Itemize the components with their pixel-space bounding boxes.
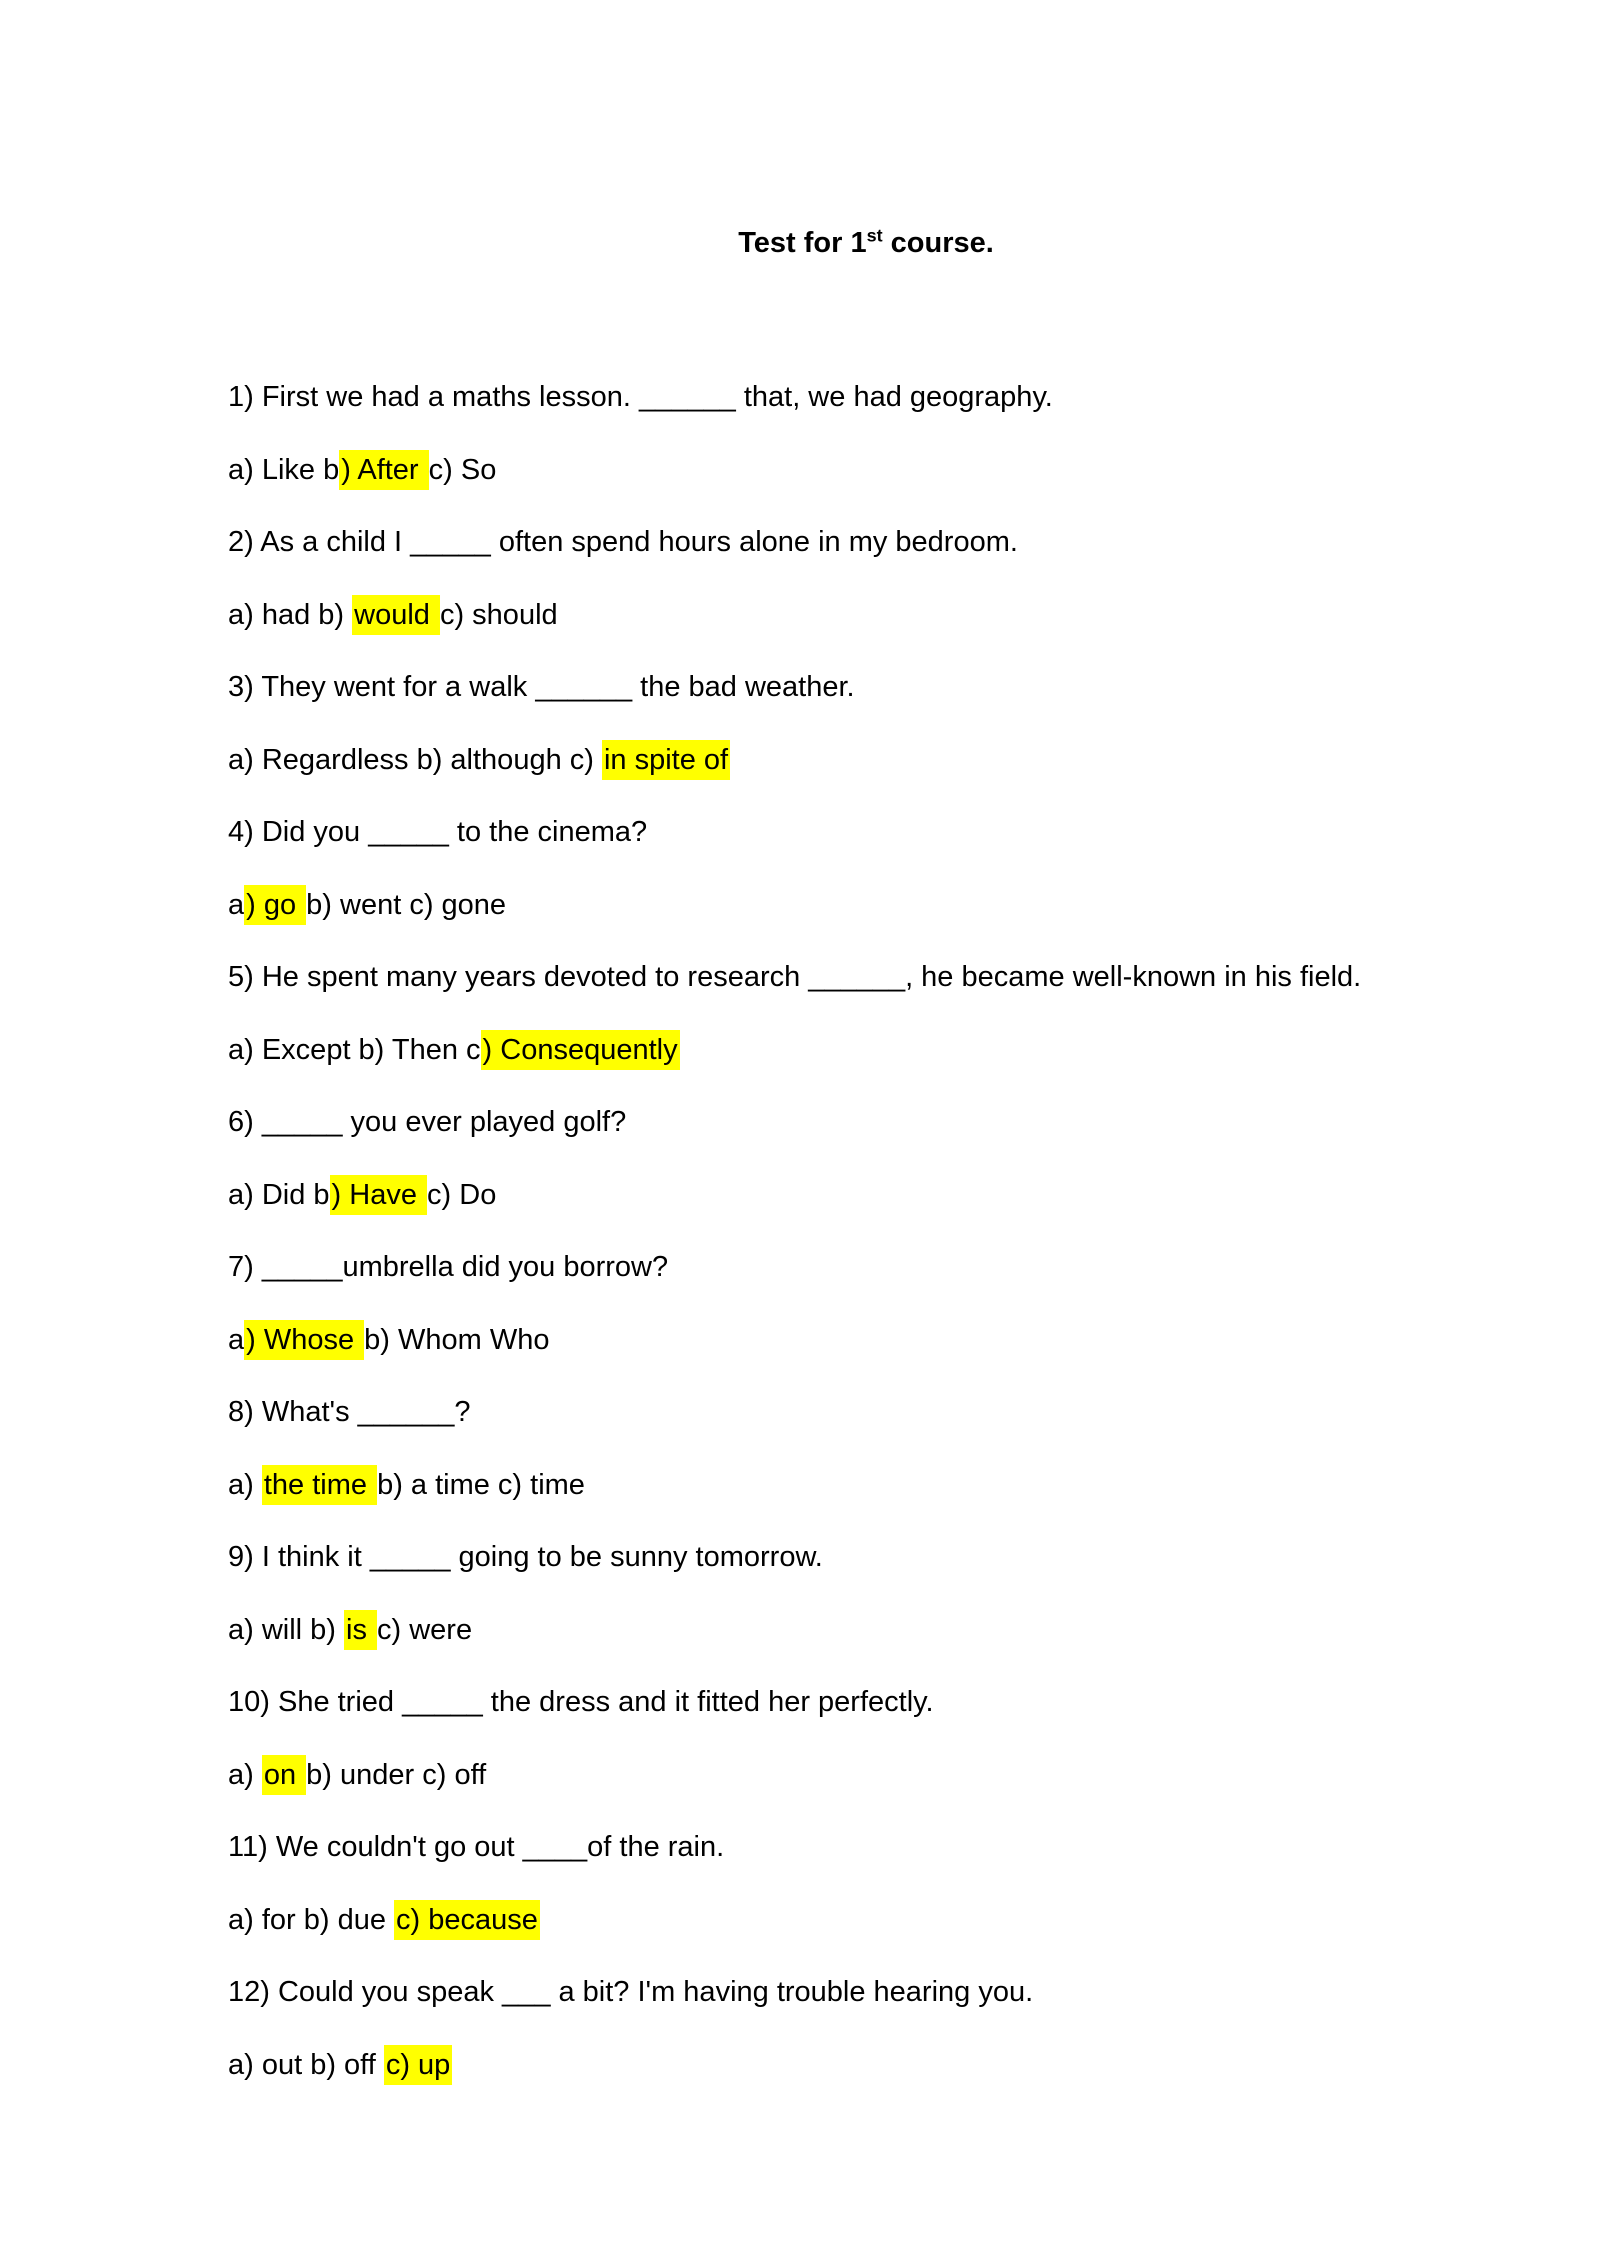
question-text: 11) We couldn't go out ____of the rain.	[228, 1831, 725, 1863]
answer-segment: b) under c) off	[306, 1758, 487, 1791]
question-text: 2) As a child I _____ often spend hours alone in my bedroom.	[228, 526, 1018, 558]
answer-options-line	[228, 1757, 1504, 1793]
answer-options-line	[228, 452, 1504, 488]
highlighted-answer-segment: on	[262, 1755, 306, 1795]
answer-segment: a) had b)	[228, 598, 353, 631]
answer-options-line	[228, 1177, 1504, 1213]
highlighted-answer-segment: in spite of	[602, 740, 730, 780]
answer-segment: c) should	[439, 598, 558, 631]
answer-options-line	[228, 742, 1504, 778]
highlighted-answer-segment: ) go	[244, 885, 306, 925]
page-title-prefix: Test for 1	[738, 227, 867, 259]
question-text: 1) First we had a maths lesson. ______ that, we had geography.	[228, 381, 1053, 413]
highlighted-answer-segment: ) Have	[330, 1175, 427, 1215]
answer-segment: a	[228, 1323, 245, 1356]
page-title-superscript: st	[866, 225, 883, 246]
question-text: 12) Could you speak ___ a bit? I'm having trouble hearing you.	[228, 1976, 1034, 2008]
question-text: 8) What's ______?	[228, 1396, 471, 1428]
answer-segment: a) Like b	[228, 453, 340, 486]
highlighted-answer-segment: the time	[262, 1465, 377, 1505]
answer-segment: a)	[228, 1468, 262, 1501]
question-text: 10) She tried _____ the dress and it fitted her perfectly.	[228, 1686, 934, 1718]
questions-list	[228, 379, 1504, 2083]
answer-segment: a) will b)	[228, 1613, 345, 1646]
answer-segment: c) were	[377, 1613, 473, 1646]
question-text: 4) Did you _____ to the cinema?	[228, 816, 648, 848]
answer-options-line	[228, 1322, 1504, 1358]
page-title-suffix: course.	[882, 227, 994, 259]
answer-options-line	[228, 887, 1504, 923]
question-text: 3) They went for a walk ______ the bad weather.	[228, 671, 855, 703]
answer-segment: b) a time c) time	[377, 1468, 585, 1501]
answer-segment: b) went c) gone	[306, 888, 507, 921]
question-text: 7) _____umbrella did you borrow?	[228, 1251, 669, 1283]
answer-segment: a	[228, 888, 245, 921]
question-text: 6) _____ you ever played golf?	[228, 1106, 627, 1138]
answer-options-line	[228, 2047, 1504, 2083]
answer-options-line	[228, 597, 1504, 633]
highlighted-answer-segment: c) up	[384, 2045, 452, 2085]
answer-options-line	[228, 1467, 1504, 1503]
highlighted-answer-segment: would	[352, 595, 440, 635]
answer-segment: a) out b) off	[228, 2048, 384, 2081]
answer-segment: c) So	[428, 453, 497, 486]
question-text: 9) I think it _____ going to be sunny tomorrow.	[228, 1541, 823, 1573]
answer-options-line	[228, 1612, 1504, 1648]
answer-segment: a)	[228, 1758, 262, 1791]
answer-segment: b) Whom Who	[364, 1323, 550, 1356]
answer-segment: a) Did b	[228, 1178, 330, 1211]
page-title	[228, 225, 1504, 261]
answer-segment: c) Do	[427, 1178, 497, 1211]
highlighted-answer-segment: ) After	[339, 450, 428, 490]
highlighted-answer-segment: is	[344, 1610, 377, 1650]
question-text: 5) He spent many years devoted to research ______, he became well-known in his field.	[228, 961, 1362, 993]
highlighted-answer-segment: ) Whose	[244, 1320, 364, 1360]
answer-options-line	[228, 1902, 1504, 1938]
answer-segment: a) Regardless b) although c)	[228, 743, 602, 776]
answer-segment: a) for b) due	[228, 1903, 395, 1936]
highlighted-answer-segment: ) Consequently	[481, 1030, 680, 1070]
highlighted-answer-segment: c) because	[394, 1900, 540, 1940]
answer-segment: a) Except b) Then c	[228, 1033, 481, 1066]
answer-options-line	[228, 1032, 1504, 1068]
